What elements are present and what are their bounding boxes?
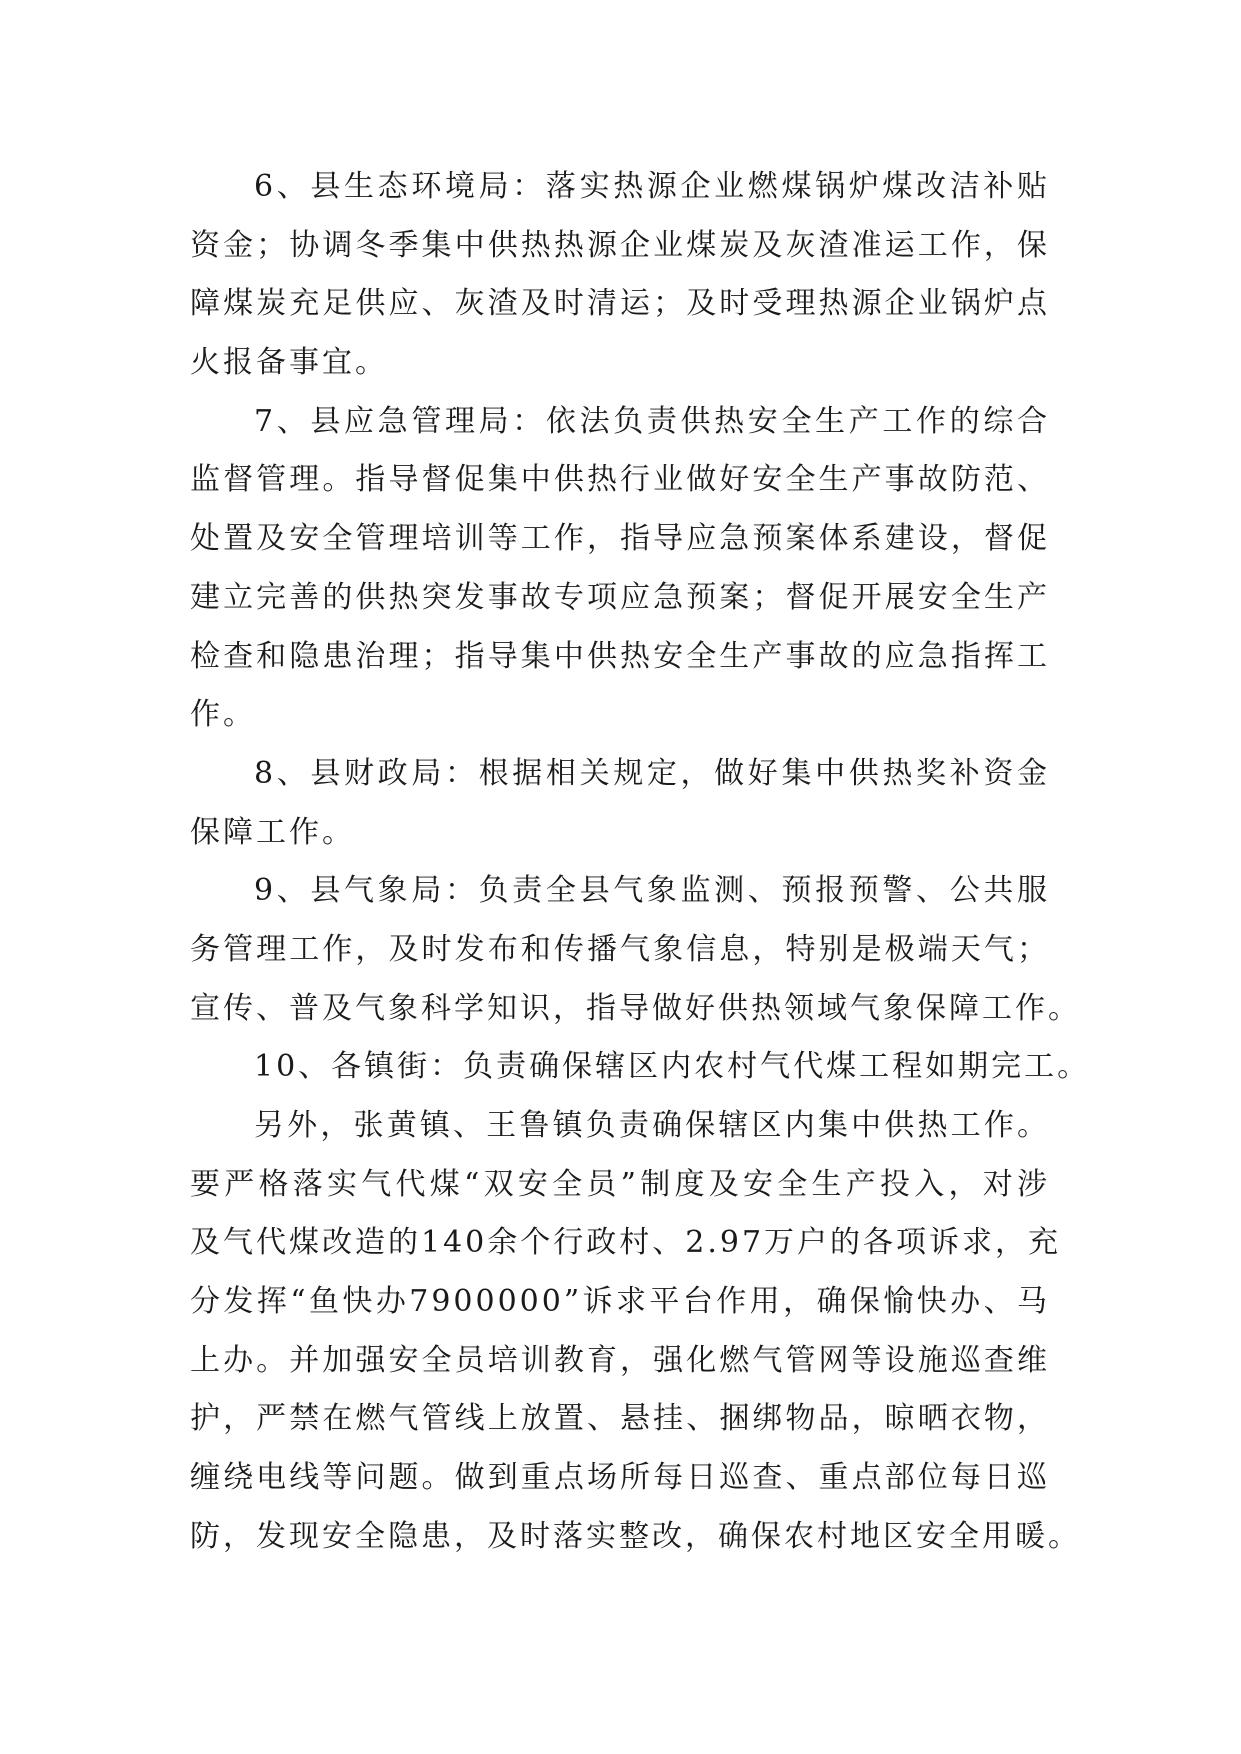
- text-line: 分发挥“鱼快办7900000”诉求平台作用，确保愉快办、马: [190, 1284, 1050, 1320]
- text-line: 障煤炭充足供应、灰渣及时清运；及时受理热源企业锅炉点: [190, 286, 1050, 322]
- text-line: 务管理工作，及时发布和传播气象信息，特别是极端天气；: [190, 931, 1050, 967]
- text-line: 7、县应急管理局：依法负责供热安全生产工作的综合: [254, 403, 1050, 439]
- text-line: 上办。并加强安全员培训教育，强化燃气管网等设施巡查维: [190, 1342, 1050, 1378]
- text-line: 资金；协调冬季集中供热热源企业煤炭及灰渣准运工作，保: [190, 227, 1050, 263]
- document-body: [190, 158, 1091, 1567]
- text-line: 另外，张黄镇、王鲁镇负责确保辖区内集中供热工作。: [254, 1108, 1050, 1143]
- text-line: 6、县生态环境局：落实热源企业燃煤锅炉煤改洁补贴: [254, 169, 1050, 204]
- text-line: 缠绕电线等问题。做到重点场所每日巡查、重点部位每日巡: [190, 1460, 1050, 1496]
- text-line: 9、县气象局：负责全县气象监测、预报预警、公共服: [254, 873, 1050, 909]
- text-line: 8、县财政局：根据相关规定，做好集中供热奖补资金: [254, 755, 1050, 791]
- text-line: 处置及安全管理培训等工作，指导应急预案体系建设，督促: [190, 521, 1050, 557]
- text-line: 10、各镇街：负责确保辖区内农村气代煤工程如期完工。: [254, 1049, 1091, 1085]
- text-line: 宣传、普及气象科学知识，指导做好供热领域气象保障工作。: [190, 990, 1081, 1026]
- text-line: 建立完善的供热突发事故专项应急预案；督促开展安全生产: [190, 579, 1050, 615]
- text-line: 保障工作。: [190, 814, 355, 850]
- text-line: 作。: [190, 697, 256, 733]
- text-line: 监督管理。指导督促集中供热行业做好安全生产事故防范、: [190, 462, 1050, 498]
- text-line: 及气代煤改造的140余个行政村、2.97万户的各项诉求，充: [190, 1225, 1062, 1261]
- text-line: 检查和隐患治理；指导集中供热安全生产事故的应急指挥工: [190, 638, 1050, 674]
- text-line: 火报备事宜。: [190, 345, 388, 381]
- text-line: 要严格落实气代煤“双安全员”制度及安全生产投入，对涉: [190, 1166, 1050, 1202]
- text-line: 防，发现安全隐患，及时落实整改，确保农村地区安全用暖。: [190, 1518, 1081, 1554]
- text-line: 护，严禁在燃气管线上放置、悬挂、捆绑物品，晾晒衣物，: [190, 1401, 1050, 1437]
